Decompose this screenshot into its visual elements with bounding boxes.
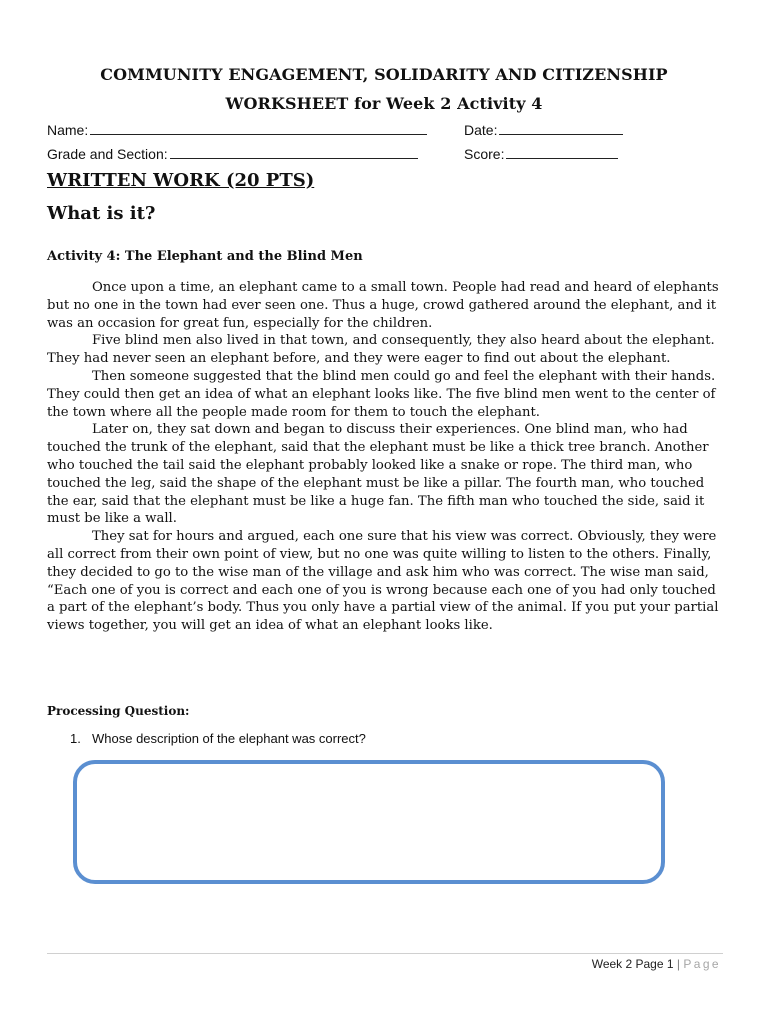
- score-blank[interactable]: [506, 146, 618, 159]
- name-label: Name:: [47, 122, 89, 138]
- worksheet-subtitle: WORKSHEET for Week 2 Activity 4: [225, 94, 543, 113]
- story-paragraph: They sat for hours and argued, each one sure that his view was correct. Obviously, they were all correct from their own point of view, but no one was quite willing to listen to the others. Finally, they decided to go to the wise man of the village and ask him who was correct. The wise man said, “Each one of you is correct and each one of you is wrong because each one of you had only touched a part of the elephant’s body. Thus you only have a partial view of the animal. If you put your partial views together, you will get an idea of what an elephant looks like.: [47, 529, 719, 634]
- question-text: Whose description of the elephant was correct?: [92, 731, 366, 746]
- grade-section-blank[interactable]: [170, 146, 418, 159]
- name-field[interactable]: [47, 122, 427, 138]
- worksheet-title: COMMUNITY ENGAGEMENT, SOLIDARITY AND CITIZENSHIP: [100, 65, 668, 84]
- processing-question-heading: Processing Question:: [47, 704, 190, 718]
- footer-separator: |: [676, 957, 681, 971]
- grade-section-label: Grade and Section:: [47, 146, 168, 162]
- story-text: [47, 279, 724, 635]
- footer-page-word: Page: [683, 957, 721, 971]
- activity-title: Activity 4: The Elephant and the Blind Men: [47, 249, 363, 264]
- answer-box[interactable]: [73, 760, 665, 884]
- score-label: Score:: [464, 146, 505, 162]
- question-item: [70, 731, 366, 746]
- grade-section-field[interactable]: [47, 146, 418, 162]
- story-paragraph: Once upon a time, an elephant came to a small town. People had read and heard of elephants but no one in the town had ever seen one. Thus a huge, crowd gathered around the elephant, and it was an occasion for great fun, especially for the children.: [47, 280, 719, 331]
- date-blank[interactable]: [499, 122, 623, 135]
- date-field[interactable]: [464, 122, 623, 138]
- story-paragraph: Later on, they sat down and began to discuss their experiences. One blind man, who had touched the trunk of the elephant, said that the elephant must be like a thick tree branch. Another who touched the tail said the elephant probably looked like a snake or rope. The third man, who touched the leg, said the shape of the elephant must be like a pillar. The fourth man, who touched the ear, said that the elephant must be like a huge fan. The fifth man who touched the side, said it must be like a wall.: [47, 422, 709, 527]
- name-blank[interactable]: [90, 122, 427, 135]
- footer-divider: [47, 953, 723, 954]
- story-paragraph: Then someone suggested that the blind men could go and feel the elephant with their hands. They could then get an idea of what an elephant looks like. The five blind men went to the center of the town where all the people made room for them to touch the elephant.: [47, 368, 716, 420]
- footer-page-label: Week 2 Page 1: [591, 957, 674, 971]
- date-label: Date:: [464, 122, 498, 138]
- story-paragraph: Five blind men also lived in that town, and consequently, they also heard about the elephant. They had never seen an elephant before, and they were eager to find out about the elephant.: [47, 333, 715, 367]
- score-field[interactable]: [464, 146, 618, 162]
- written-work-heading: WRITTEN WORK (20 PTS): [47, 170, 315, 191]
- page-footer: [592, 957, 721, 971]
- question-number: 1.: [70, 731, 81, 746]
- what-is-it-heading: What is it?: [47, 203, 156, 224]
